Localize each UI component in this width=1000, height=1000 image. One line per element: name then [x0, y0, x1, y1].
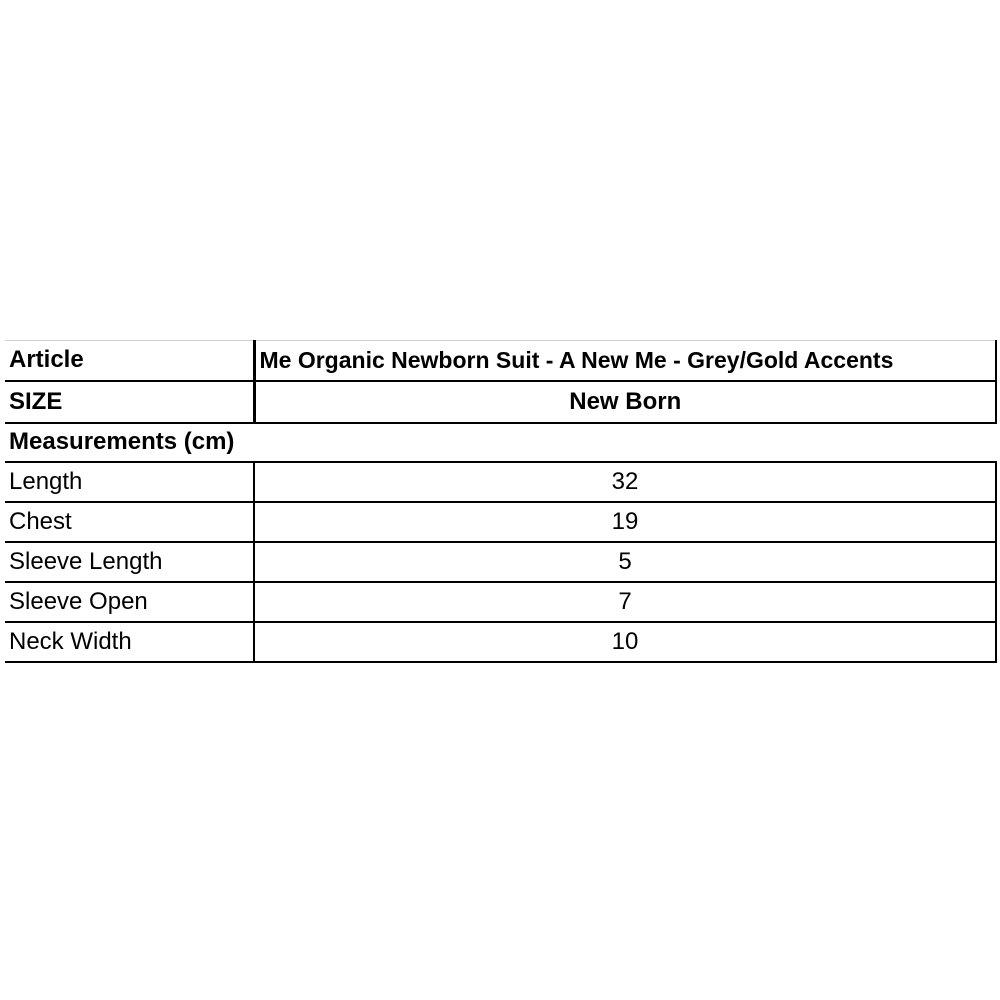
measurements-label: Measurements (cm) [5, 423, 254, 462]
size-label: SIZE [5, 381, 254, 423]
size-value: New Born [254, 381, 996, 423]
measurement-label: Length [5, 462, 254, 502]
measurement-value: 7 [254, 582, 996, 622]
article-value: Me Organic Newborn Suit - A New Me - Grey/Gold Accents [254, 341, 996, 381]
measurement-label: Sleeve Length [5, 542, 254, 582]
measurements-header-row [5, 423, 996, 462]
article-label: Article [5, 341, 254, 381]
measurement-label: Neck Width [5, 622, 254, 662]
measurement-value: 10 [254, 622, 996, 662]
measurement-value: 32 [254, 462, 996, 502]
table-row [5, 622, 996, 662]
article-row [5, 341, 996, 381]
table-row [5, 502, 996, 542]
measurement-value: 5 [254, 542, 996, 582]
table-row [5, 582, 996, 622]
measurement-value: 19 [254, 502, 996, 542]
measurement-label: Sleeve Open [5, 582, 254, 622]
table-row [5, 462, 996, 502]
size-row [5, 381, 996, 423]
measurement-label: Chest [5, 502, 254, 542]
size-chart-table [5, 340, 997, 663]
measurements-empty-cell [254, 423, 996, 462]
table-row [5, 542, 996, 582]
